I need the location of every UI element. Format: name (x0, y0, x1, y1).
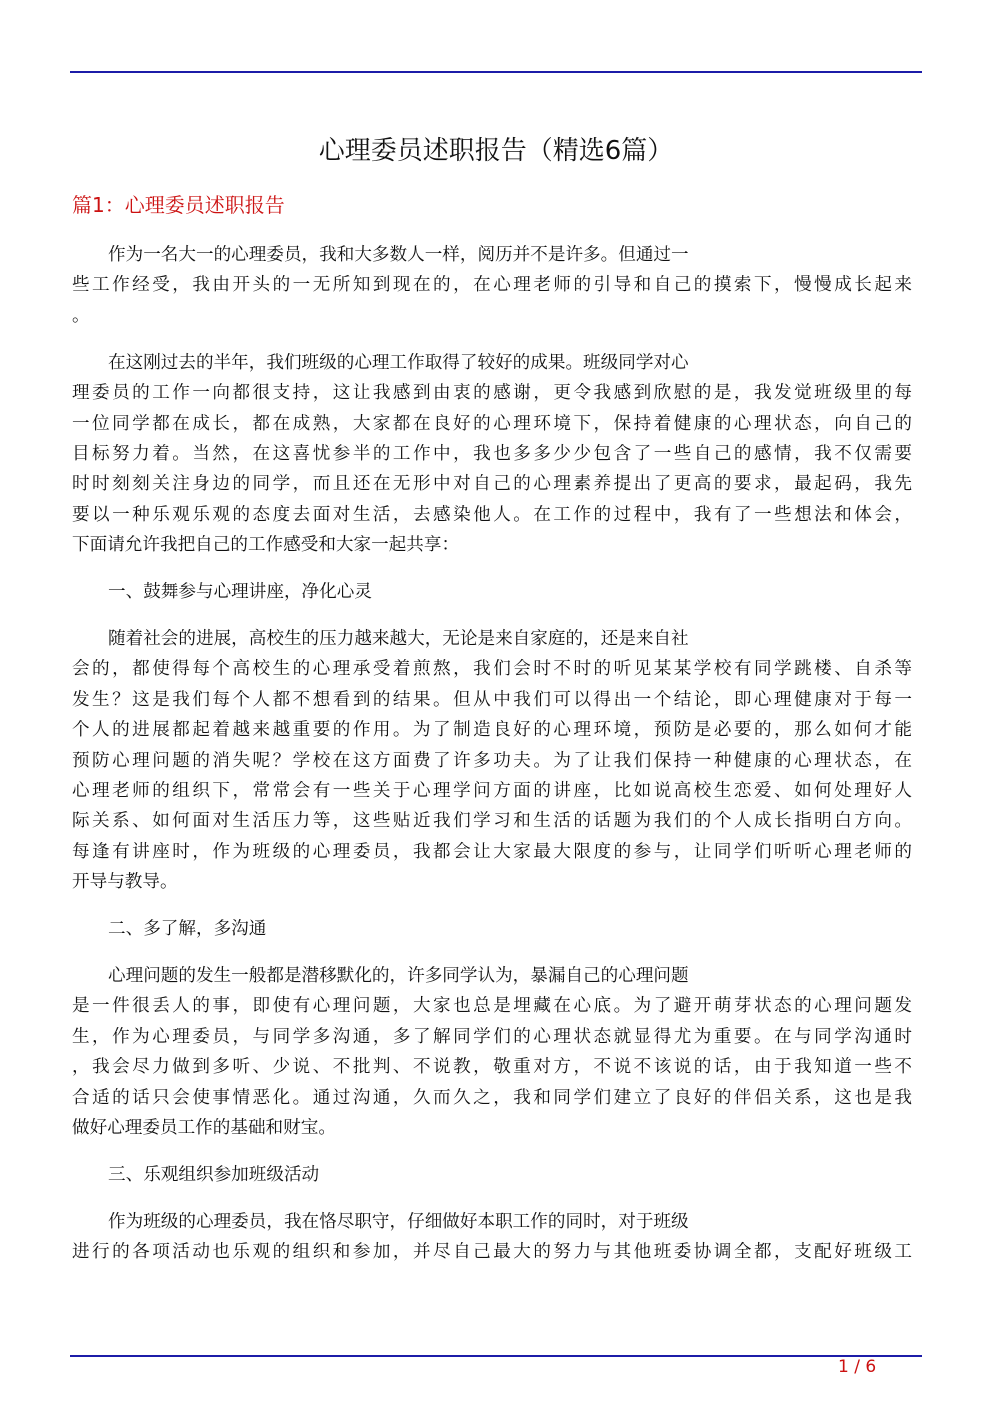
paragraph (72, 624, 912, 898)
paragraph (72, 961, 912, 1143)
text-line: 目标努力着。当然，在这喜忧参半的工作中，我也多多少少包含了一些自己的感情，我不仅需要 (72, 443, 912, 464)
subheading: 三、乐观组织参加班级活动 (108, 1164, 320, 1185)
text-line: 预防心理问题的消失呢？学校在这方面费了许多功夫。为了让我们保持一种健康的心理状态，在 (72, 750, 912, 771)
text-line: 要以一种乐观乐观的态度去面对生活，去感染他人。在工作的过程中，我有了一些想法和体会， (72, 504, 912, 525)
text-line: ，我会尽力做到多听、少说、不批判、不说教，敬重对方，不说不该说的话，由于我知道一些不 (72, 1057, 912, 1078)
text-line: 是一件很丢人的事，即使有心理问题，大家也总是埋藏在心底。为了避开萌芽状态的心理问题发 (72, 996, 912, 1017)
text-line: 每逢有讲座时，作为班级的心理委员，我都会让大家最大限度的参与，让同学们听听心理老师的 (72, 841, 912, 862)
text-line: 时时刻刻关注身边的同学，而且还在无形中对自己的心理素养提出了更高的要求，最起码，我先 (72, 474, 912, 495)
text-line: 理委员的工作一向都很支持，这让我感到由衷的感谢，更令我感到欣慰的是，我发觉班级里的每 (72, 383, 912, 404)
text-line: 发生？这是我们每个人都不想看到的结果。但从中我们可以得出一个结论，即心理健康对于每一 (72, 689, 912, 710)
text-line: 作为班级的心理委员，我在恪尽职守，仔细做好本职工作的同时，对于班级 (108, 1211, 689, 1232)
text-line: 心理老师的组织下，常常会有一些关于心理学问方面的讲座，比如说高校生恋爱、如何处理好人 (72, 781, 912, 801)
paragraph (72, 240, 912, 331)
text-line: 心理问题的发生一般都是潜移默化的，许多同学认为，暴漏自己的心理问题 (108, 966, 689, 987)
text-line: 做好心理委员工作的基础和财宝。 (72, 1118, 336, 1139)
document-title: 心理委员述职报告（精选6篇） (318, 136, 674, 166)
text-line: 下面请允许我把自己的工作感受和大家一起共享： (72, 535, 460, 556)
header-rule (70, 71, 922, 73)
subheading: 一、鼓舞参与心理讲座，净化心灵 (108, 582, 372, 603)
text-line: 合适的话只会使事情恶化。通过沟通，久而久之，我和同学们建立了良好的伴侣关系，这也是我 (72, 1087, 912, 1108)
text-line: 开导与教导。 (72, 872, 178, 893)
text-line: 些工作经受，我由开头的一无所知到现在的，在心理老师的引导和自己的摸索下，慢慢成长起来 (72, 275, 912, 296)
paragraph (72, 1207, 912, 1268)
text-line: 生，作为心理委员，与同学多沟通，多了解同学们的心理状态就显得尤为重要。在与同学沟通时 (72, 1026, 912, 1047)
document-body (72, 240, 912, 1284)
text-line: 会的，都使得每个高校生的心理承受着煎熬，我们会时不时的听见某某学校有同学跳楼、自杀等 (72, 659, 912, 680)
text-line: 随着社会的进展，高校生的压力越来越大，无论是来自家庭的，还是来自社 (108, 628, 689, 649)
page-number: 1 / 6 (838, 1357, 877, 1377)
footer-rule (70, 1355, 922, 1357)
paragraph (72, 348, 912, 561)
text-line: 作为一名大一的心理委员，我和大多数人一样，阅历并不是许多。但通过一 (108, 245, 689, 265)
subheading: 二、多了解，多沟通 (108, 919, 267, 940)
text-line: 一位同学都在成长，都在成熟，大家都在良好的心理环境下，保持着健康的心理状态，向自己的 (72, 413, 912, 434)
text-line: 进行的各项活动也乐观的组织和参加，并尽自己最大的努力与其他班委协调全都，支配好班级工 (72, 1242, 912, 1263)
section-heading: 篇1：心理委员述职报告 (72, 193, 285, 217)
text-line: 在这刚过去的半年，我们班级的心理工作取得了较好的成果。班级同学对心 (108, 352, 689, 373)
text-line: 际关系、如何面对生活压力等，这些贴近我们学习和生活的话题为我们的个人成长指明白方向。 (72, 811, 912, 832)
text-line: 。 (72, 305, 90, 326)
text-line: 个人的进展都起着越来越重要的作用。为了制造良好的心理环境，预防是必要的，那么如何才能 (72, 720, 912, 741)
